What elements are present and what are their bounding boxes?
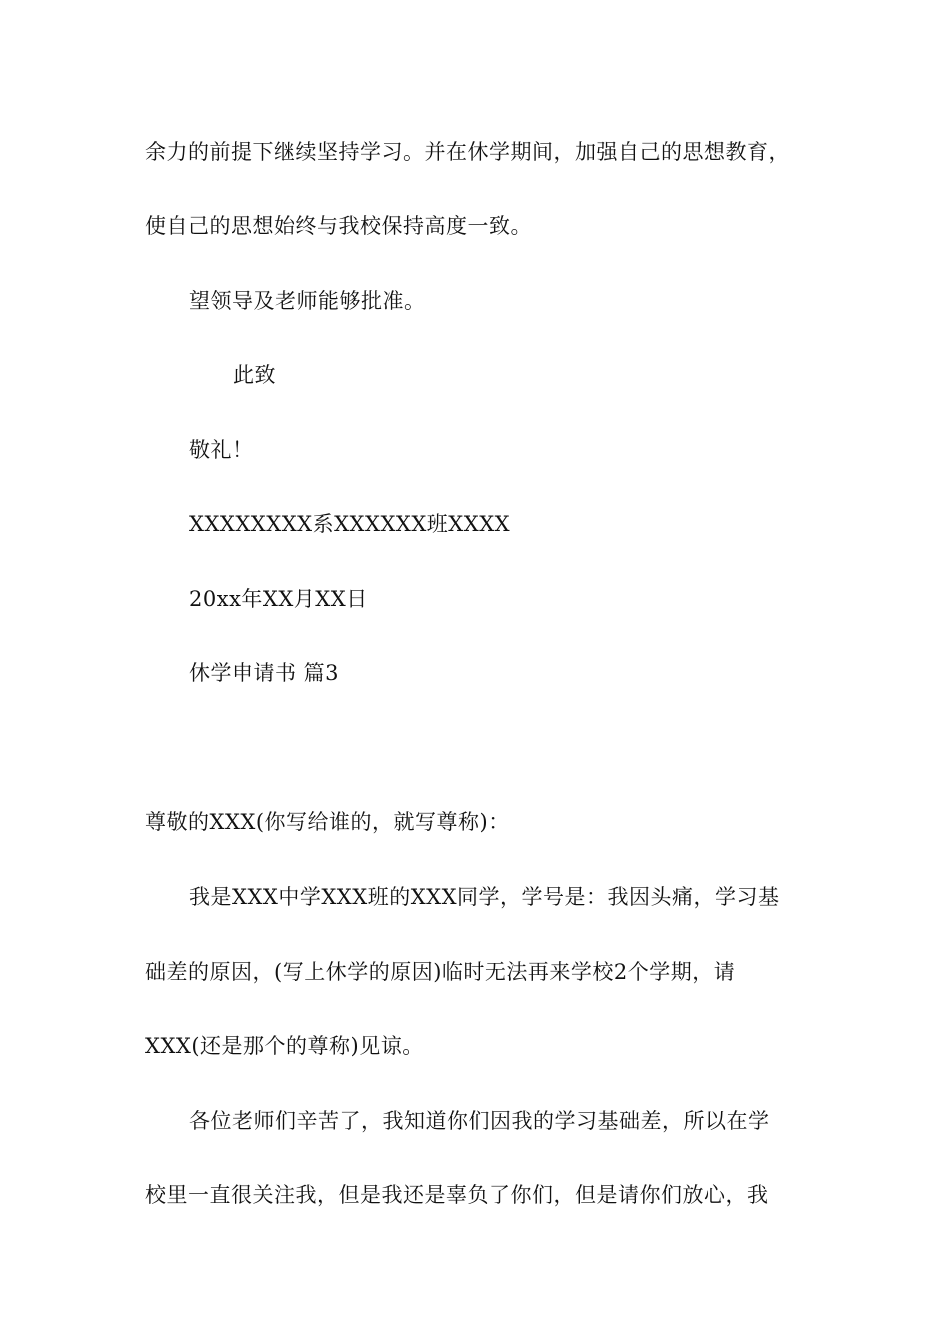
paragraph-line: 各位老师们辛苦了，我知道你们因我的学习基础差，所以在学 bbox=[189, 1109, 770, 1133]
closing-regards: 敬礼！ bbox=[189, 438, 254, 462]
paragraph-line: 余力的前提下继续坚持学习。并在休学期间，加强自己的思想教育， bbox=[145, 140, 790, 164]
paragraph-line: 我是XXX中学XXX班的XXX同学，学号是：我因头痛，学习基 bbox=[189, 885, 780, 909]
paragraph-line: XXX(还是那个的尊称)见谅。 bbox=[145, 1034, 424, 1058]
signature-line: XXXXXXXX系XXXXXX班XXXX bbox=[189, 512, 511, 536]
section-heading: 休学申请书 篇3 bbox=[189, 661, 340, 685]
paragraph-line: 望领导及老师能够批准。 bbox=[189, 289, 426, 313]
date-line: 20xx年XX月XX日 bbox=[189, 587, 368, 611]
greeting-line: 尊敬的XXX(你写给谁的，就写尊称)： bbox=[145, 810, 510, 834]
closing-salutation: 此致 bbox=[233, 363, 276, 387]
paragraph-line: 使自己的思想始终与我校保持高度一致。 bbox=[145, 214, 532, 238]
paragraph-line: 础差的原因，(写上休学的原因)临时无法再来学校2个学期，请 bbox=[145, 960, 736, 984]
paragraph-line: 校里一直很关注我，但是我还是辜负了你们，但是请你们放心，我 bbox=[145, 1183, 769, 1207]
